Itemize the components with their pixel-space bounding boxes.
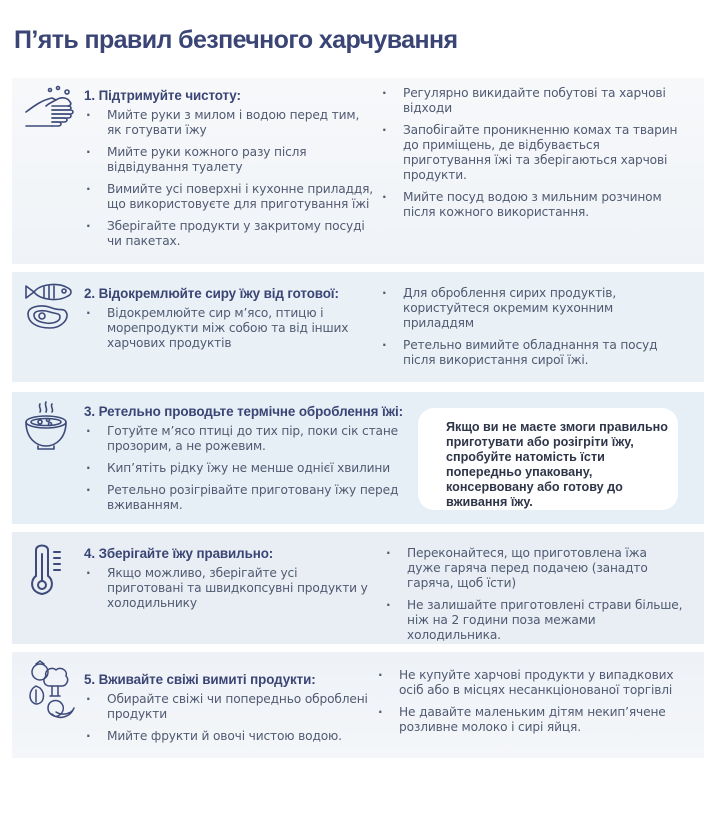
list-item: · Запобігайте проникненню комах та тварин до приміщень, де відбувається приготування їжі та зберігаються харчові продукти. [380,123,680,183]
rule-section-3 [12,392,704,524]
hand-washing-icon [22,82,78,142]
rule-section-1 [12,78,704,264]
left-bullet-list [84,306,376,358]
list-item: · Якщо можливо, зберігайте усі приготовані та швидкопсувні продукти у холодильнику [84,566,376,611]
list-item: · Мийте руки з милом і водою перед тим, як готувати їжу [84,108,376,138]
thermometer-icon [22,542,78,602]
right-bullet-list [376,668,676,742]
list-item: · Регулярно викидайте побутові та харчові відходи [380,86,680,116]
list-item: · Вимийте усі поверхні і кухонне приладдя, що використовуєте для приготування їжі [84,182,376,212]
list-item: · Мийте фрукти й овочі чистою водою. [84,729,384,744]
right-bullet-list [384,546,684,650]
rule-section-4 [12,532,704,644]
hot-soup-bowl-icon [22,400,78,460]
list-item: · Ретельно вимийте обладнання та посуд після використання сирої їжі. [380,338,680,368]
list-item: · Не залишайте приготовлені страви більше, ніж на 2 години поза межами холодильника. [384,598,684,643]
left-bullet-list [84,424,404,520]
callout-box [418,408,678,510]
right-bullet-list [380,286,680,375]
list-item: · Кип’ятіть рідку їжу не менше однієї хвилини [84,461,404,476]
fruits-vegetables-icon [22,656,78,724]
list-item: · Готуйте м’ясо птиці до тих пір, поки сік стане прозорим, а не рожевим. [84,424,404,454]
list-item: · Відокремлюйте сир м’ясо, птицю і морепродукти між собою та від інших харчових продуктів [84,306,376,351]
left-bullet-list [84,692,384,751]
list-item: · Зберігайте продукти у закритому посуді чи пакетах. [84,219,376,249]
section-heading: 1. Підтримуйте чистоту: [84,88,241,103]
list-item: · Ретельно розігрівайте приготовану їжу перед вживанням. [84,483,404,513]
list-item: · Не давайте маленьким дітям некип’ячене розливне молоко і сирі яйця. [376,705,676,735]
list-item: · Мийте руки кожного разу після відвідування туалету [84,145,376,175]
left-bullet-list [84,566,376,618]
fish-and-meat-icon [22,278,78,338]
section-heading: 4. Зберігайте їжу правильно: [84,546,274,561]
list-item: · Для оброблення сирих продуктів, користуйтеся окремим кухонним приладдям [380,286,680,331]
rule-section-5 [12,652,704,758]
rule-section-2 [12,272,704,382]
right-bullet-list [380,86,680,227]
section-heading: 2. Відокремлюйте сиру їжу від готової: [84,286,339,301]
section-heading: 3. Ретельно проводьте термічне оброблення їжі: [84,404,404,419]
left-bullet-list [84,108,376,256]
list-item: · Не купуйте харчові продукти у випадкових осіб або в місцях несанкціонованої торгівлі [376,668,676,698]
list-item: · Обирайте свіжі чи попередньо оброблені продукти [84,692,384,722]
list-item: · Мийте посуд водою з мильним розчином після кожного використання. [380,190,680,220]
section-heading: 5. Вживайте свіжі вимиті продукти: [84,672,316,687]
page-title: П’ять правил безпечного харчування [14,26,458,54]
list-item: · Переконайтеся, що приготовлена їжа дуже гаряча перед подачею (занадто гаряча, щоб їсти) [384,546,684,591]
callout-text: Якщо ви не маєте змоги правильно приготувати або розігріти їжу, спробуйте натомість їсти попередньо упаковану, консервовану або готову до вживання їжу. [446,420,668,509]
